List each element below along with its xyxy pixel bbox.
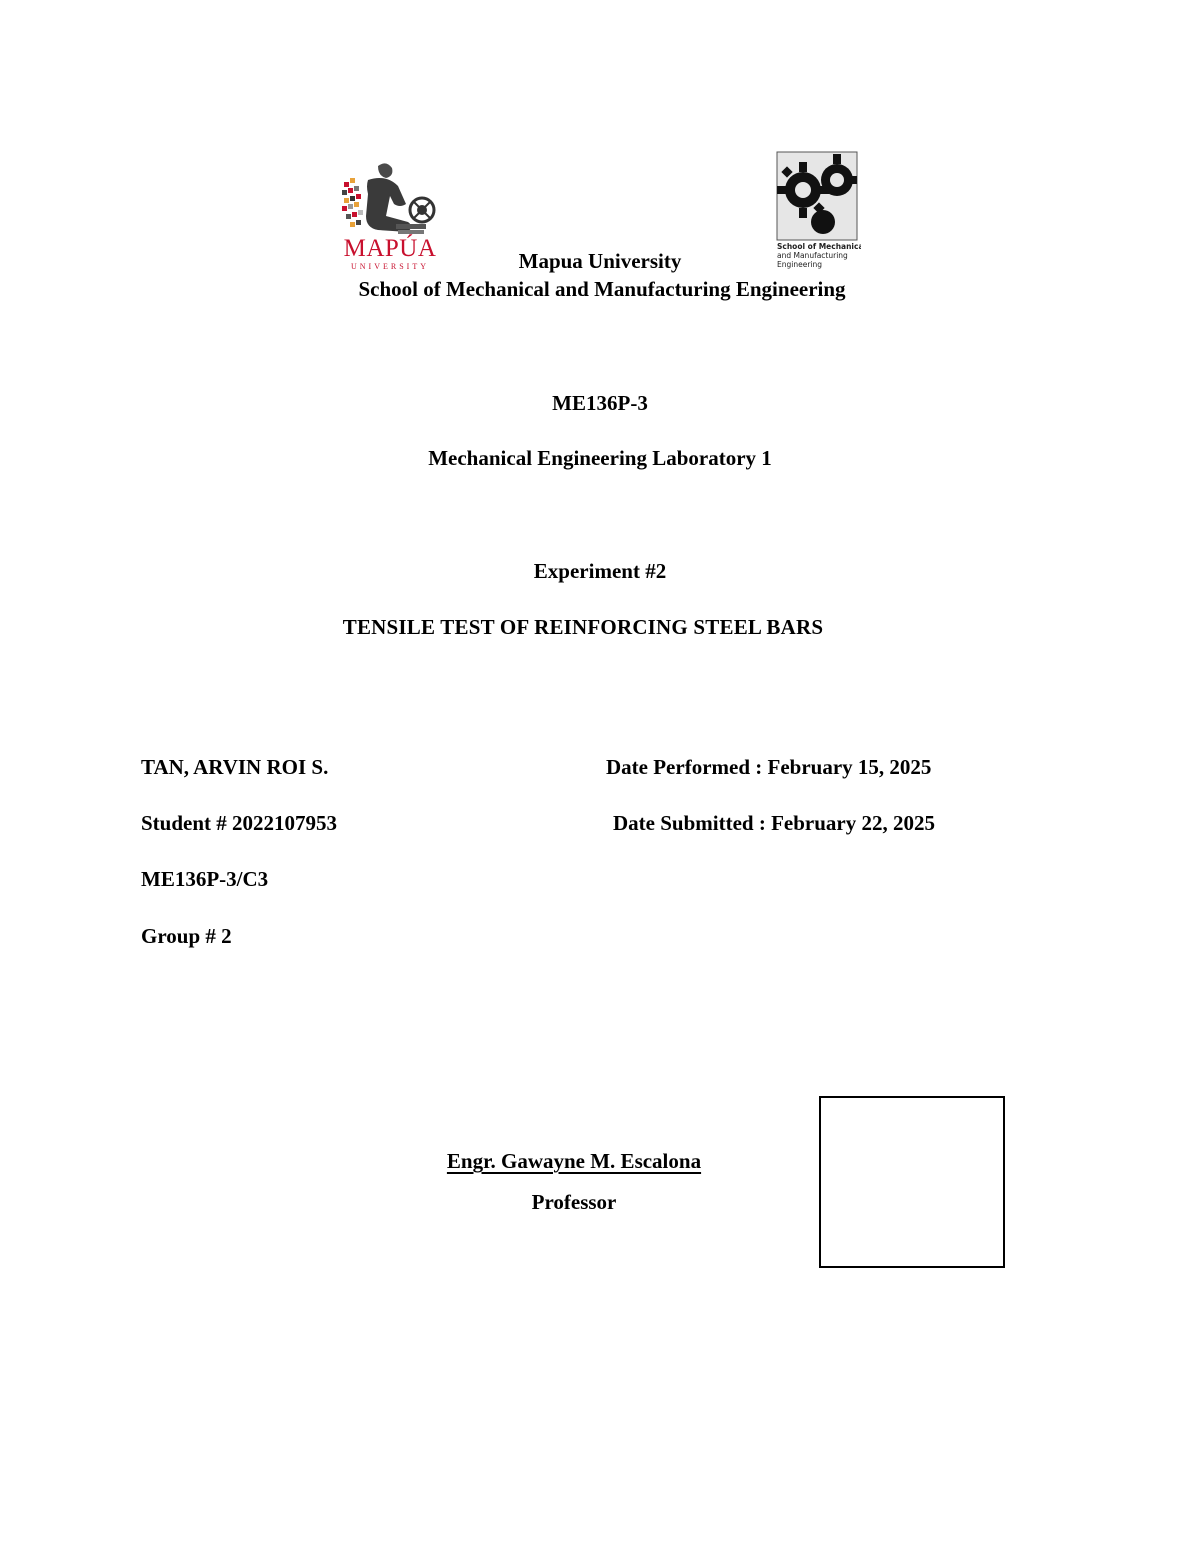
professor-name: Engr. Gawayne M. Escalona bbox=[446, 1149, 702, 1173]
course-section: ME136P-3/C3 bbox=[141, 867, 269, 891]
grade-box bbox=[819, 1096, 1005, 1268]
mapua-wordmark: MAPÚA bbox=[343, 235, 437, 262]
experiment-number: Experiment #2 bbox=[533, 559, 667, 583]
student-name: TAN, ARVIN ROI S. bbox=[141, 755, 329, 779]
date-performed: Date Performed : February 15, 2025 bbox=[606, 755, 932, 779]
student-number: Student # 2022107953 bbox=[141, 811, 338, 835]
school-name: School of Mechanical and Manufacturing Engineering bbox=[358, 277, 846, 301]
course-code: ME136P-3 bbox=[552, 391, 648, 415]
school-logo-caption-line-1: School of Mechanical bbox=[777, 242, 861, 251]
mapua-subword: UNIVERSITY bbox=[351, 262, 429, 271]
professor-title: Professor bbox=[531, 1190, 617, 1214]
date-submitted: Date Submitted : February 22, 2025 bbox=[613, 811, 935, 835]
experiment-title: TENSILE TEST OF REINFORCING STEEL BARS bbox=[342, 615, 824, 639]
university-name: Mapua University bbox=[518, 249, 682, 273]
group-number: Group # 2 bbox=[141, 924, 232, 948]
school-logo-caption-line-3: Engineering bbox=[777, 260, 822, 269]
course-title: Mechanical Engineering Laboratory 1 bbox=[428, 446, 772, 470]
school-logo-caption-line-2: and Manufacturing bbox=[777, 251, 848, 260]
